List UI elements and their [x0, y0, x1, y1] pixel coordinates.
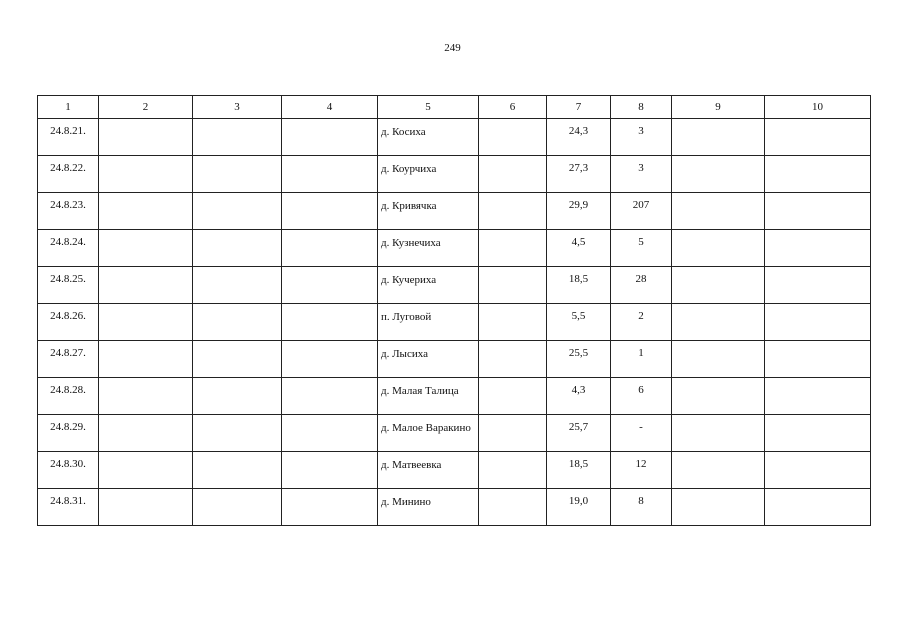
table-header-row: [38, 96, 871, 119]
population-cell: 8: [611, 489, 672, 526]
column-header: 3: [193, 96, 282, 119]
empty-cell: [282, 230, 378, 267]
empty-cell: [282, 341, 378, 378]
settlement-name-cell: д. Кривячка: [378, 193, 479, 230]
empty-cell: [672, 378, 765, 415]
column-header: 10: [765, 96, 871, 119]
settlement-name-cell: д. Коурчиха: [378, 156, 479, 193]
empty-cell: [672, 452, 765, 489]
distance-cell: 4,3: [547, 378, 611, 415]
population-cell: 1: [611, 341, 672, 378]
distance-cell: 29,9: [547, 193, 611, 230]
empty-cell: [282, 119, 378, 156]
empty-cell: [193, 193, 282, 230]
empty-cell: [479, 489, 547, 526]
empty-cell: [479, 119, 547, 156]
empty-cell: [193, 415, 282, 452]
empty-cell: [479, 452, 547, 489]
table-row: [38, 341, 871, 378]
empty-cell: [765, 378, 871, 415]
empty-cell: [765, 267, 871, 304]
empty-cell: [282, 267, 378, 304]
empty-cell: [765, 341, 871, 378]
settlement-name-cell: д. Кучериха: [378, 267, 479, 304]
empty-cell: [479, 341, 547, 378]
table-row: [38, 489, 871, 526]
empty-cell: [193, 304, 282, 341]
empty-cell: [765, 193, 871, 230]
empty-cell: [672, 193, 765, 230]
empty-cell: [193, 230, 282, 267]
empty-cell: [193, 119, 282, 156]
row-number-cell: 24.8.31.: [38, 489, 99, 526]
empty-cell: [765, 489, 871, 526]
empty-cell: [672, 156, 765, 193]
column-header: 6: [479, 96, 547, 119]
column-header: 9: [672, 96, 765, 119]
distance-cell: 27,3: [547, 156, 611, 193]
empty-cell: [765, 119, 871, 156]
empty-cell: [99, 267, 193, 304]
empty-cell: [282, 304, 378, 341]
row-number-cell: 24.8.27.: [38, 341, 99, 378]
column-header: 4: [282, 96, 378, 119]
table-row: [38, 230, 871, 267]
row-number-cell: 24.8.29.: [38, 415, 99, 452]
empty-cell: [99, 230, 193, 267]
table-row: [38, 304, 871, 341]
row-number-cell: 24.8.22.: [38, 156, 99, 193]
settlements-table: [37, 95, 871, 526]
table-row: [38, 193, 871, 230]
empty-cell: [479, 378, 547, 415]
empty-cell: [282, 415, 378, 452]
empty-cell: [193, 267, 282, 304]
empty-cell: [672, 489, 765, 526]
empty-cell: [193, 378, 282, 415]
distance-cell: 25,5: [547, 341, 611, 378]
column-header: 7: [547, 96, 611, 119]
row-number-cell: 24.8.26.: [38, 304, 99, 341]
empty-cell: [282, 378, 378, 415]
population-cell: 2: [611, 304, 672, 341]
empty-cell: [479, 267, 547, 304]
empty-cell: [99, 156, 193, 193]
distance-cell: 4,5: [547, 230, 611, 267]
column-header: 8: [611, 96, 672, 119]
empty-cell: [672, 230, 765, 267]
empty-cell: [193, 341, 282, 378]
population-cell: 28: [611, 267, 672, 304]
row-number-cell: 24.8.28.: [38, 378, 99, 415]
empty-cell: [765, 452, 871, 489]
empty-cell: [282, 156, 378, 193]
empty-cell: [99, 193, 193, 230]
settlement-name-cell: д. Малое Варакино: [378, 415, 479, 452]
empty-cell: [193, 452, 282, 489]
empty-cell: [99, 341, 193, 378]
column-header: 5: [378, 96, 479, 119]
column-header: 1: [38, 96, 99, 119]
empty-cell: [282, 193, 378, 230]
settlement-name-cell: д. Кузнечиха: [378, 230, 479, 267]
row-number-cell: 24.8.25.: [38, 267, 99, 304]
population-cell: 3: [611, 156, 672, 193]
empty-cell: [672, 304, 765, 341]
table-row: [38, 415, 871, 452]
settlement-name-cell: п. Луговой: [378, 304, 479, 341]
page-number: 249: [444, 42, 461, 54]
column-header: 2: [99, 96, 193, 119]
settlement-name-cell: д. Минино: [378, 489, 479, 526]
empty-cell: [765, 304, 871, 341]
population-cell: 3: [611, 119, 672, 156]
empty-cell: [765, 156, 871, 193]
empty-cell: [282, 452, 378, 489]
empty-cell: [99, 415, 193, 452]
row-number-cell: 24.8.24.: [38, 230, 99, 267]
empty-cell: [282, 489, 378, 526]
population-cell: 5: [611, 230, 672, 267]
empty-cell: [99, 304, 193, 341]
empty-cell: [479, 304, 547, 341]
empty-cell: [99, 119, 193, 156]
distance-cell: 18,5: [547, 452, 611, 489]
distance-cell: 19,0: [547, 489, 611, 526]
table-row: [38, 267, 871, 304]
empty-cell: [479, 230, 547, 267]
settlement-name-cell: д. Матвеевка: [378, 452, 479, 489]
empty-cell: [99, 452, 193, 489]
population-cell: 6: [611, 378, 672, 415]
empty-cell: [765, 230, 871, 267]
empty-cell: [99, 489, 193, 526]
empty-cell: [672, 415, 765, 452]
empty-cell: [672, 267, 765, 304]
population-cell: 207: [611, 193, 672, 230]
distance-cell: 24,3: [547, 119, 611, 156]
empty-cell: [479, 156, 547, 193]
row-number-cell: 24.8.23.: [38, 193, 99, 230]
empty-cell: [765, 415, 871, 452]
table-row: [38, 156, 871, 193]
row-number-cell: 24.8.21.: [38, 119, 99, 156]
row-number-cell: 24.8.30.: [38, 452, 99, 489]
settlement-name-cell: д. Косиха: [378, 119, 479, 156]
table-row: [38, 119, 871, 156]
settlement-name-cell: д. Малая Талица: [378, 378, 479, 415]
empty-cell: [479, 415, 547, 452]
settlement-name-cell: д. Лысиха: [378, 341, 479, 378]
empty-cell: [672, 119, 765, 156]
population-cell: 12: [611, 452, 672, 489]
empty-cell: [193, 489, 282, 526]
empty-cell: [672, 341, 765, 378]
distance-cell: 18,5: [547, 267, 611, 304]
empty-cell: [479, 193, 547, 230]
distance-cell: 5,5: [547, 304, 611, 341]
empty-cell: [99, 378, 193, 415]
empty-cell: [193, 156, 282, 193]
table-row: [38, 378, 871, 415]
population-cell: -: [611, 415, 672, 452]
table-row: [38, 452, 871, 489]
distance-cell: 25,7: [547, 415, 611, 452]
